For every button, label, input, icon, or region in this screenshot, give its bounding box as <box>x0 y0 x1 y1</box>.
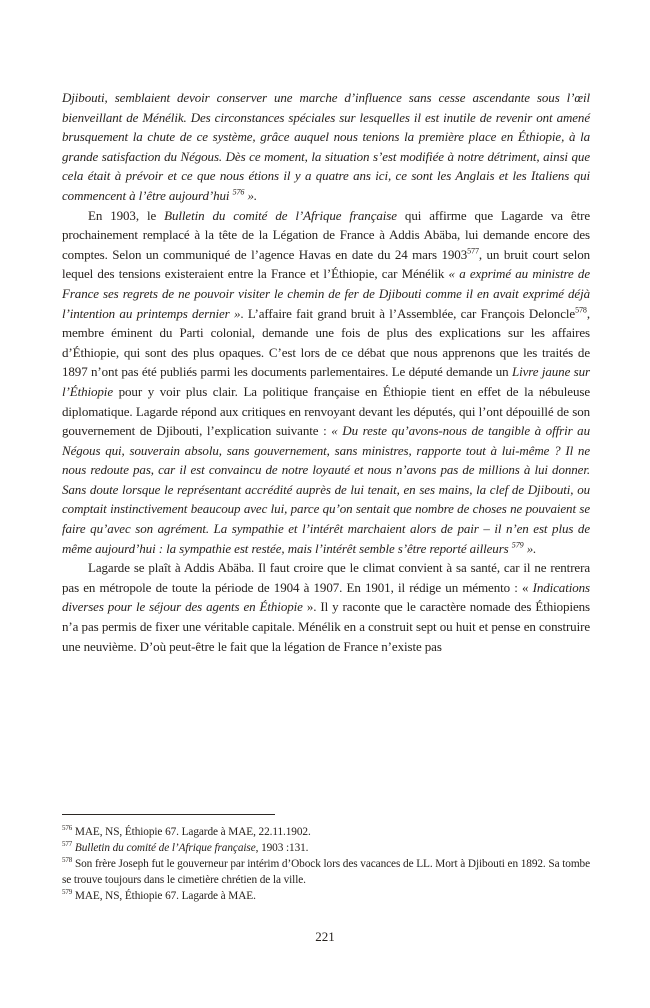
text-segment: qui affirme que Lagarde va être prochainement remplacé à la tête de la Légation de France à Addis Abäba, lui demande encore des comptes. Selon un communiqué de l’agence Havas en date du 24 mars 1903 <box>62 207 591 262</box>
footnote-number: 578 <box>62 856 73 865</box>
page-number: 221 <box>315 929 335 944</box>
text-segment: « a exprimé au ministre de France ses regrets de ne pouvoir visiter le chemin de fer de Djibouti comme il en avait exprimé déjà l’intention au printemps dernier » <box>62 266 590 321</box>
footnotes-section <box>62 814 590 904</box>
text-segment: Livre jaune sur l’Éthiopie <box>62 364 590 399</box>
text-segment: MAE, NS, Éthiopie 67. Lagarde à MAE. <box>72 890 256 902</box>
text-segment: MAE, NS, Éthiopie 67. Lagarde à MAE, 22.11.1902. <box>72 826 311 838</box>
footnote-ref: 579 <box>511 540 524 550</box>
text-segment: Indications diverses pour le séjour des agents en Éthiopie <box>62 579 590 615</box>
footnote-separator <box>62 814 275 815</box>
text-segment: Bulletin du comité de l’Afrique française <box>72 842 256 854</box>
text-segment: , un bruit court selon lequel des tensions existeraient entre la France et l’Éthiopie, car Ménélik <box>62 246 591 282</box>
text-segment: « Du reste qu’avons-nous de tangible à offrir au Négous qui, souverain absolu, sans gouvernement, sans ministres, rapporte tout à lui-même ? Il ne nous redoute pas, car il est convaincu de notre loyauté et nous n’avons pas de millions à lui donner. Sans doute lorsque le représentant accrédité auprès de lui tenait, en ses mains, la clef de Djibouti, ou comptait instinctivement beaucoup avec lui, parce qu’on sentait que nombre de choses ne pouvaient se faire qu’avec son agrément. La sympathie et l’intérêt marchaient alors de pair – il n’en est plus de même aujourd’hui : la sympathie est restée, mais l’intérêt semble s’être reporté ailleurs <box>62 423 590 556</box>
text-segment: pour y voir plus clair. La politique française en Éthiopie tient en effet de la nébuleuse diplomatique. Lagarde répond aux critiques en renvoyant devant les députés, qui l’ont dépouillé de son gouvernement de Djibouti, l’explication suivante : <box>62 383 590 439</box>
text-segment: ». Il y raconte que le caractère nomade des Éthiopiens n’a pas permis de fixer une véritable capitale. Ménélik en a construit sept ou huit et pense en construire une neuvième. D’où peut-être le fait que la légation de France n’existe pas <box>62 599 590 654</box>
footnote-ref: 578 <box>575 305 587 315</box>
body-text <box>62 88 590 656</box>
text-segment: Lagarde se plaît à Addis Abäba. Il faut croire que le climat convient à sa santé, car il ne rentrera pas en métropole de toute la période de 1904 à 1907. En 1901, il rédige un mémento : « <box>62 560 590 595</box>
paragraph <box>62 206 590 559</box>
footnote-list <box>62 824 590 904</box>
footnote <box>62 840 590 856</box>
footnote-number: 579 <box>62 888 73 897</box>
footnote <box>62 856 590 888</box>
text-segment: ». <box>523 540 537 556</box>
text-segment: Bulletin du comité de l’Afrique française <box>164 207 397 223</box>
footnote-number: 577 <box>62 840 73 849</box>
paragraph <box>62 88 590 206</box>
text-segment: , 1903 :131. <box>255 842 309 854</box>
footnote-ref: 577 <box>467 246 479 256</box>
footnote-ref: 576 <box>232 187 245 197</box>
paragraph <box>62 558 590 656</box>
text-segment: , membre éminent du Parti colonial, demande une fois de plus des explications sur les affaires d’Éthiopie, qui sont des plus opaques. C’est lors de ce débat que nous apprenons que les traités de 1897 n’ont pas été publiés parmi les documents parlementaires. Le député demande un <box>62 305 590 380</box>
text-segment: ». <box>244 187 258 203</box>
text-segment: En 1903, le <box>88 207 165 223</box>
text-segment: Son frère Joseph fut le gouverneur par intérim d’Obock lors des vacances de LL. Mort à Djibouti en 1892. Sa tombe se trouve toujours dans le cimetière chrétien de la ville. <box>62 858 590 886</box>
footnote <box>62 888 590 904</box>
footnote-number: 576 <box>62 824 73 833</box>
text-segment: Djibouti, semblaient devoir conserver une marche d’influence sans cesse ascendante sous l’œil bienveillant de Ménélik. Des circonstances spéciales sur lesquelles il est inutile de revenir ont amené brusquement la chute de ce système, grâce auquel nous tenions la première place en Éthiopie, à la grande satisfaction du Négous. Dès ce moment, la situation s’est modifiée à notre détriment, ainsi que cela était à prévoir et ce que nous étions il y a quatre ans ici, ce sont les Anglais et les Italiens qui commencent à l’être aujourd’hui <box>62 90 590 203</box>
text-segment: . L’affaire fait grand bruit à l’Assemblée, car François Deloncle <box>240 305 576 321</box>
footnote <box>62 824 590 840</box>
